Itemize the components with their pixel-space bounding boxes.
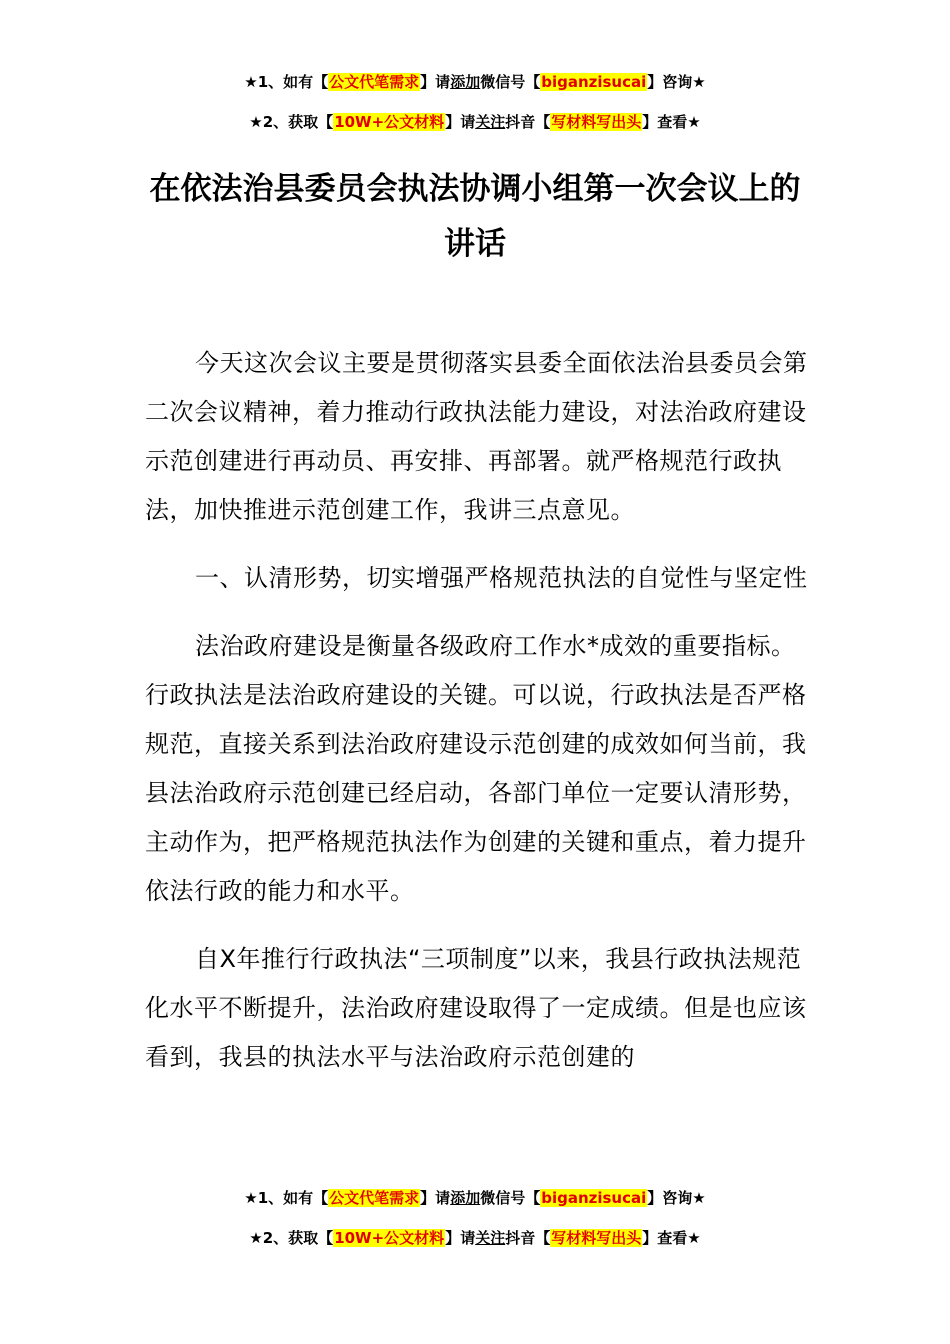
document-body (145, 339, 817, 1101)
promo-line-2: ★2、获取【10W+公文材料】请关注抖音【写材料写出头】查看★ (249, 113, 701, 131)
highlight-materials: 10W+公文材料 (334, 1229, 445, 1247)
highlight-douyin: 写材料写出头 (551, 113, 642, 131)
paragraph: 自X年推行行政执法“三项制度”以来，我县行政执法规范化水平不断提升，法治政府建设取得了一定成绩。但是也应该看到，我县的执法水平与法治政府示范创建的 (145, 945, 807, 1071)
document-title: 在依法治县委员会执法协调小组第一次会议上的讲话 (149, 171, 801, 262)
promo-banner-bottom (0, 1178, 950, 1258)
promo-line-1: ★1、如有【公文代笔需求】请添加微信号【biganzisucai】咨询★ (244, 73, 706, 91)
promo-line-1: ★1、如有【公文代笔需求】请添加微信号【biganzisucai】咨询★ (244, 1189, 706, 1207)
highlight-service: 公文代笔需求 (329, 73, 420, 91)
paragraph: 法治政府建设是衡量各级政府工作水*成效的重要指标。行政执法是法治政府建设的关键。可以说，行政执法是否严格规范，直接关系到法治政府建设示范创建的成效如何当前，我县法治政府示范创建已经启动，各部门单位一定要认清形势，主动作为，把严格规范执法作为创建的关键和重点，着力提升依法行政的能力和水平。 (145, 632, 807, 905)
promo-line-2: ★2、获取【10W+公文材料】请关注抖音【写材料写出头】查看★ (249, 1229, 701, 1247)
highlight-wechat-id: biganzisucai (541, 1189, 647, 1207)
highlight-douyin: 写材料写出头 (551, 1229, 642, 1247)
paragraph: 今天这次会议主要是贯彻落实县委全面依法治县委员会第二次会议精神，着力推动行政执法能力建设，对法治政府建设示范创建进行再动员、再安排、再部署。就严格规范行政执法，加快推进示范创建工作，我讲三点意见。 (145, 349, 808, 524)
section-heading: 一、认清形势，切实增强严格规范执法的自觉性与坚定性 (195, 564, 808, 592)
promo-banner-top (0, 62, 950, 142)
highlight-materials: 10W+公文材料 (334, 113, 445, 131)
highlight-wechat-id: biganzisucai (541, 73, 647, 91)
highlight-service: 公文代笔需求 (329, 1189, 420, 1207)
